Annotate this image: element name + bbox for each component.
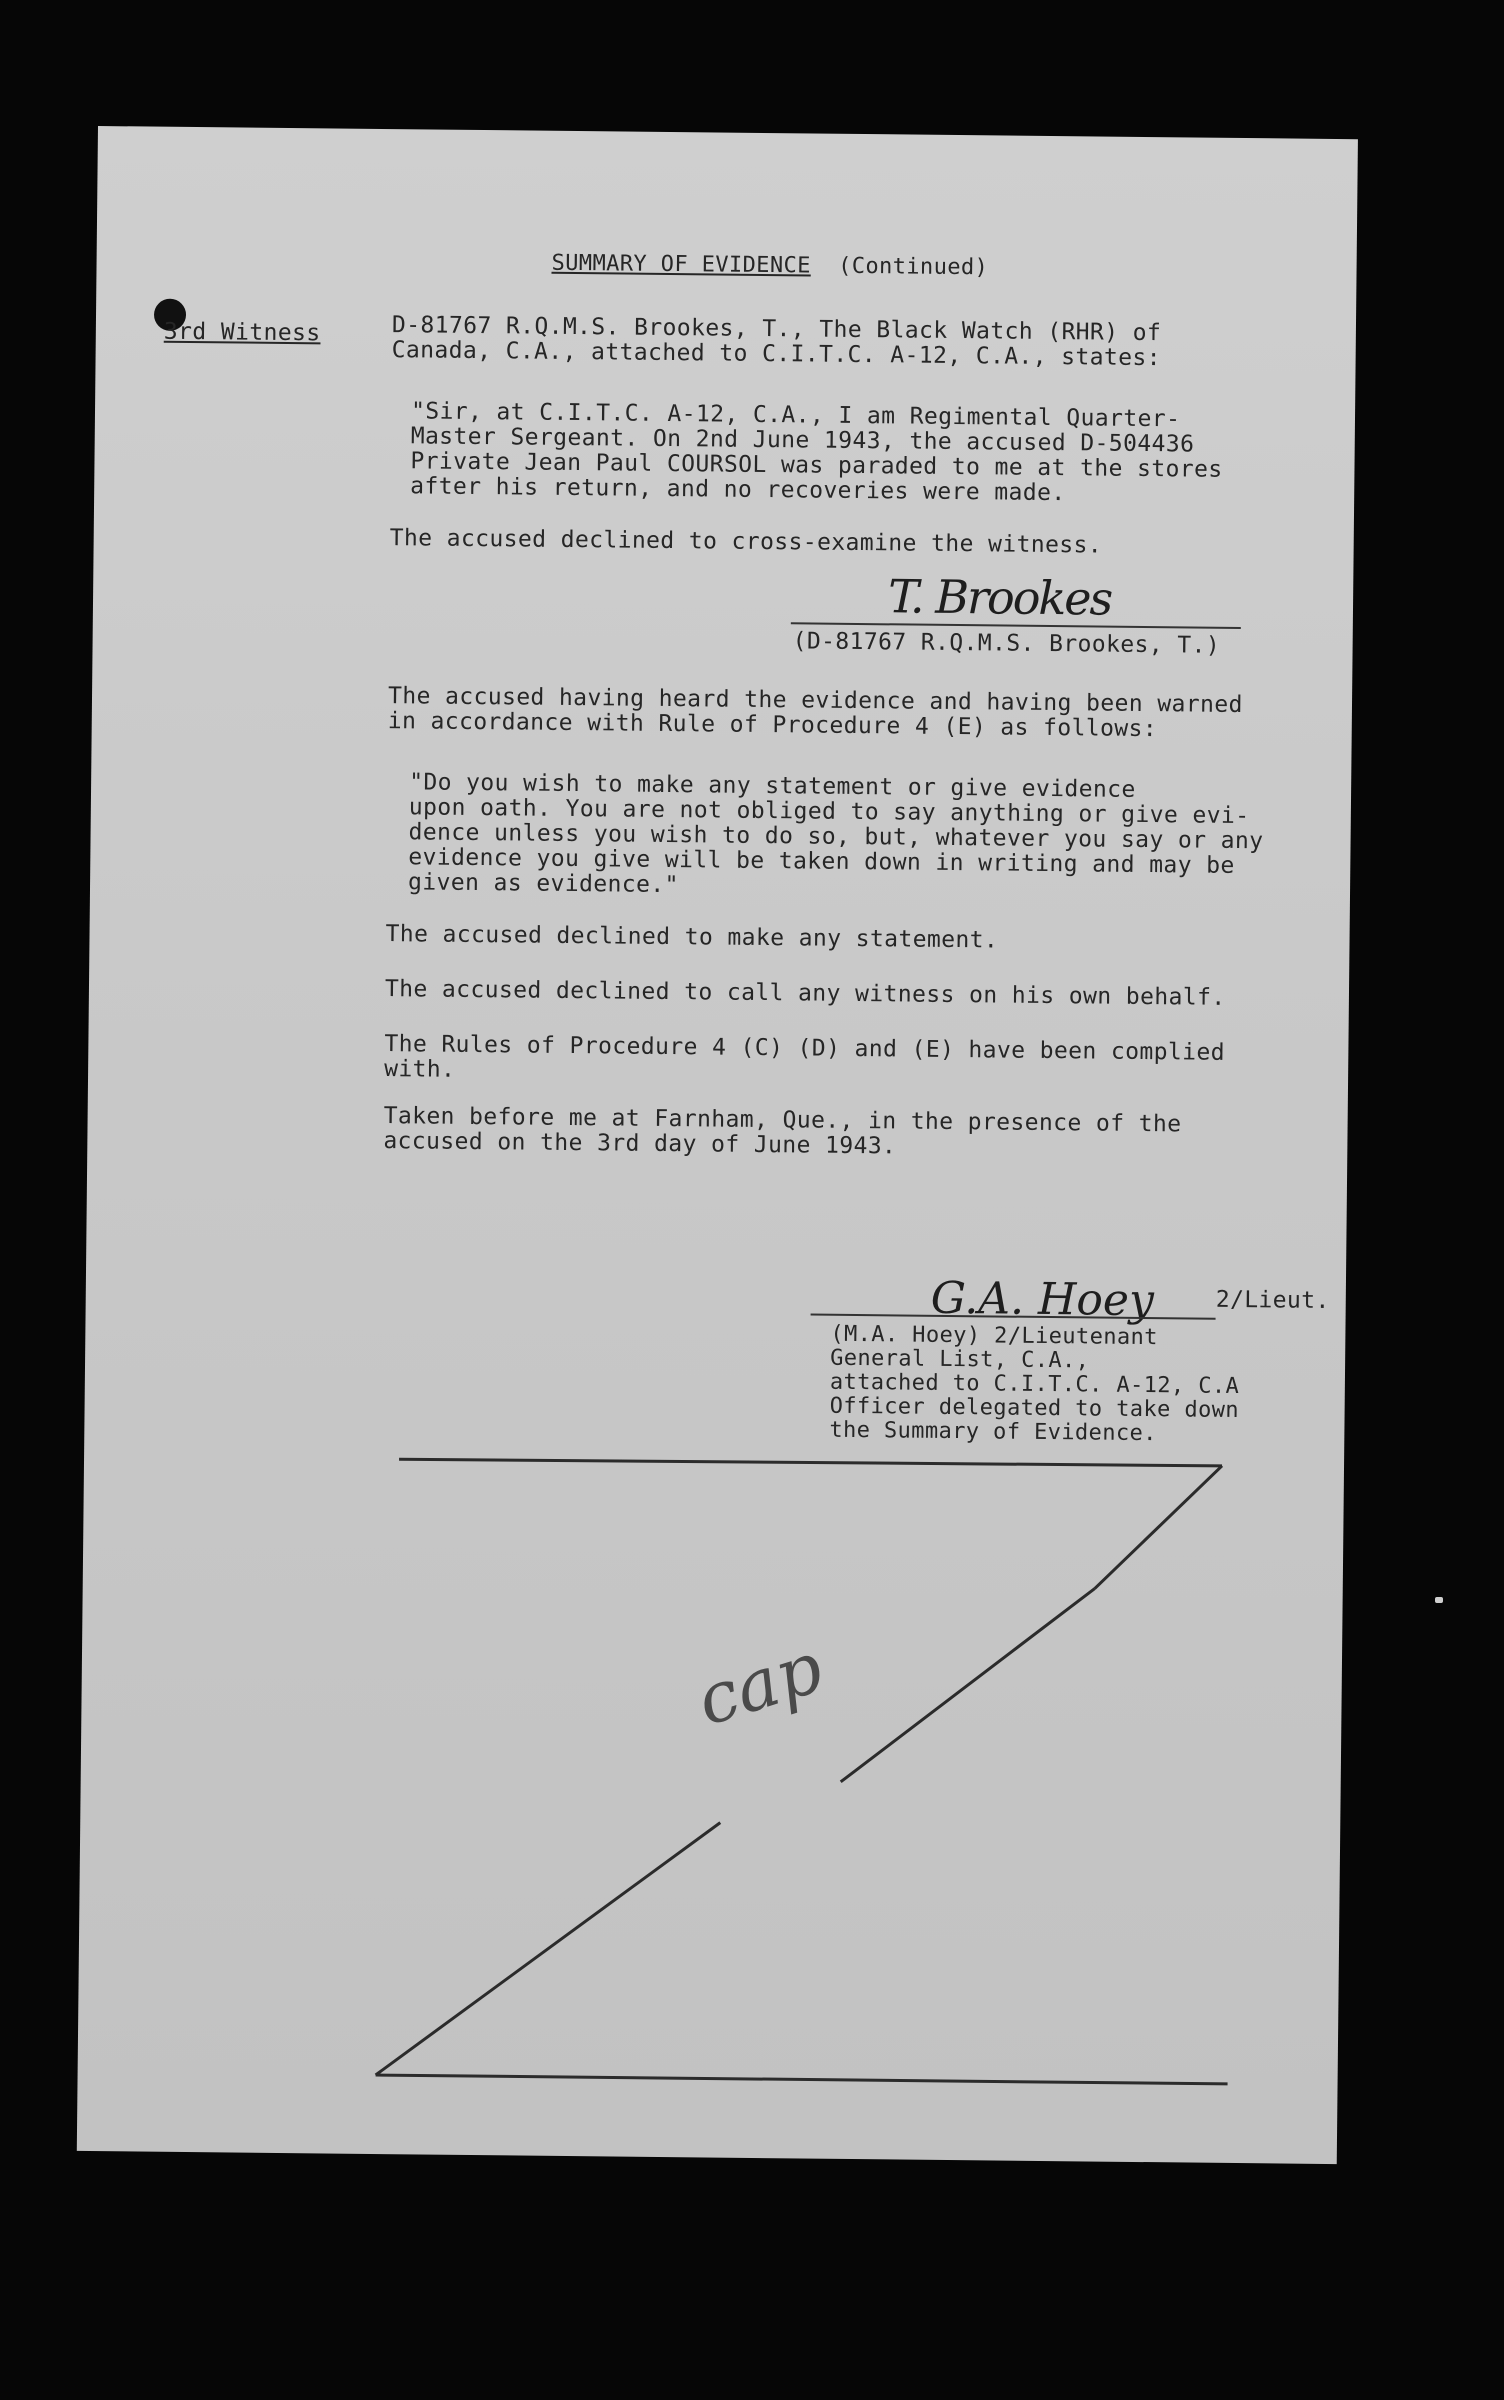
witness-label: 3rd Witness — [163, 318, 321, 347]
film-speck — [1435, 1597, 1443, 1603]
officer-rank-handwritten: 2/Lieut. — [1215, 1286, 1330, 1314]
witness-signature-caption: (D-81767 R.Q.M.S. Brookes, T.) — [792, 628, 1221, 659]
warning-quote: "Do you wish to make any statement or give evidence upon oath. You are not obliged to say anything or give evi- dence unless you wish to do so, but, whatever you say or any evidence you give will be taken down in writing and may be given as evidence." — [407, 769, 1264, 899]
no-statement-note: The accused declined to make any statement. — [385, 921, 999, 954]
officer-signature: G.A. Hoey — [930, 1272, 1155, 1327]
cross-examine-note: The accused declined to cross-examine the witness. — [389, 525, 1103, 559]
cancel-initials: cap — [687, 1626, 832, 1742]
page-title: SUMMARY OF EVIDENCE (Continued) — [551, 250, 989, 281]
taken-before-note: Taken before me at Farnham, Que., in the presence of the accused on the 3rd day of June 1943. — [383, 1103, 1182, 1160]
rules-complied-note: The Rules of Procedure 4 (C) (D) and (E) have been complied with. — [384, 1031, 1226, 1083]
no-witness-note: The accused declined to call any witness on his own behalf. — [384, 976, 1226, 1011]
witness-statement: "Sir, at C.I.T.C. A-12, C.A., I am Regimental Quarter- Master Sergeant. On 2nd June 1943, the accused D-504436 Private Jean Paul COURSOL was paraded to me at the stores after his return, and no recoveries were made. — [410, 398, 1223, 507]
document-page — [77, 126, 1358, 2164]
cancellation-z-lines — [77, 126, 1358, 2164]
warning-intro: The accused having heard the evidence and having been warned in accordance with Rule of Procedure 4 (E) as follows: — [387, 683, 1243, 743]
officer-block: (M.A. Hoey) 2/Lieutenant General List, C.A., attached to C.I.T.C. A-12, C.A Officer delegated to take down the Summary of Evidence. — [829, 1321, 1240, 1447]
witness-intro: D-81767 R.Q.M.S. Brookes, T., The Black Watch (RHR) of Canada, C.A., attached to C.I.T.C. A-12, C.A., states: — [391, 312, 1162, 372]
witness-signature: T. Brookes — [887, 569, 1112, 626]
